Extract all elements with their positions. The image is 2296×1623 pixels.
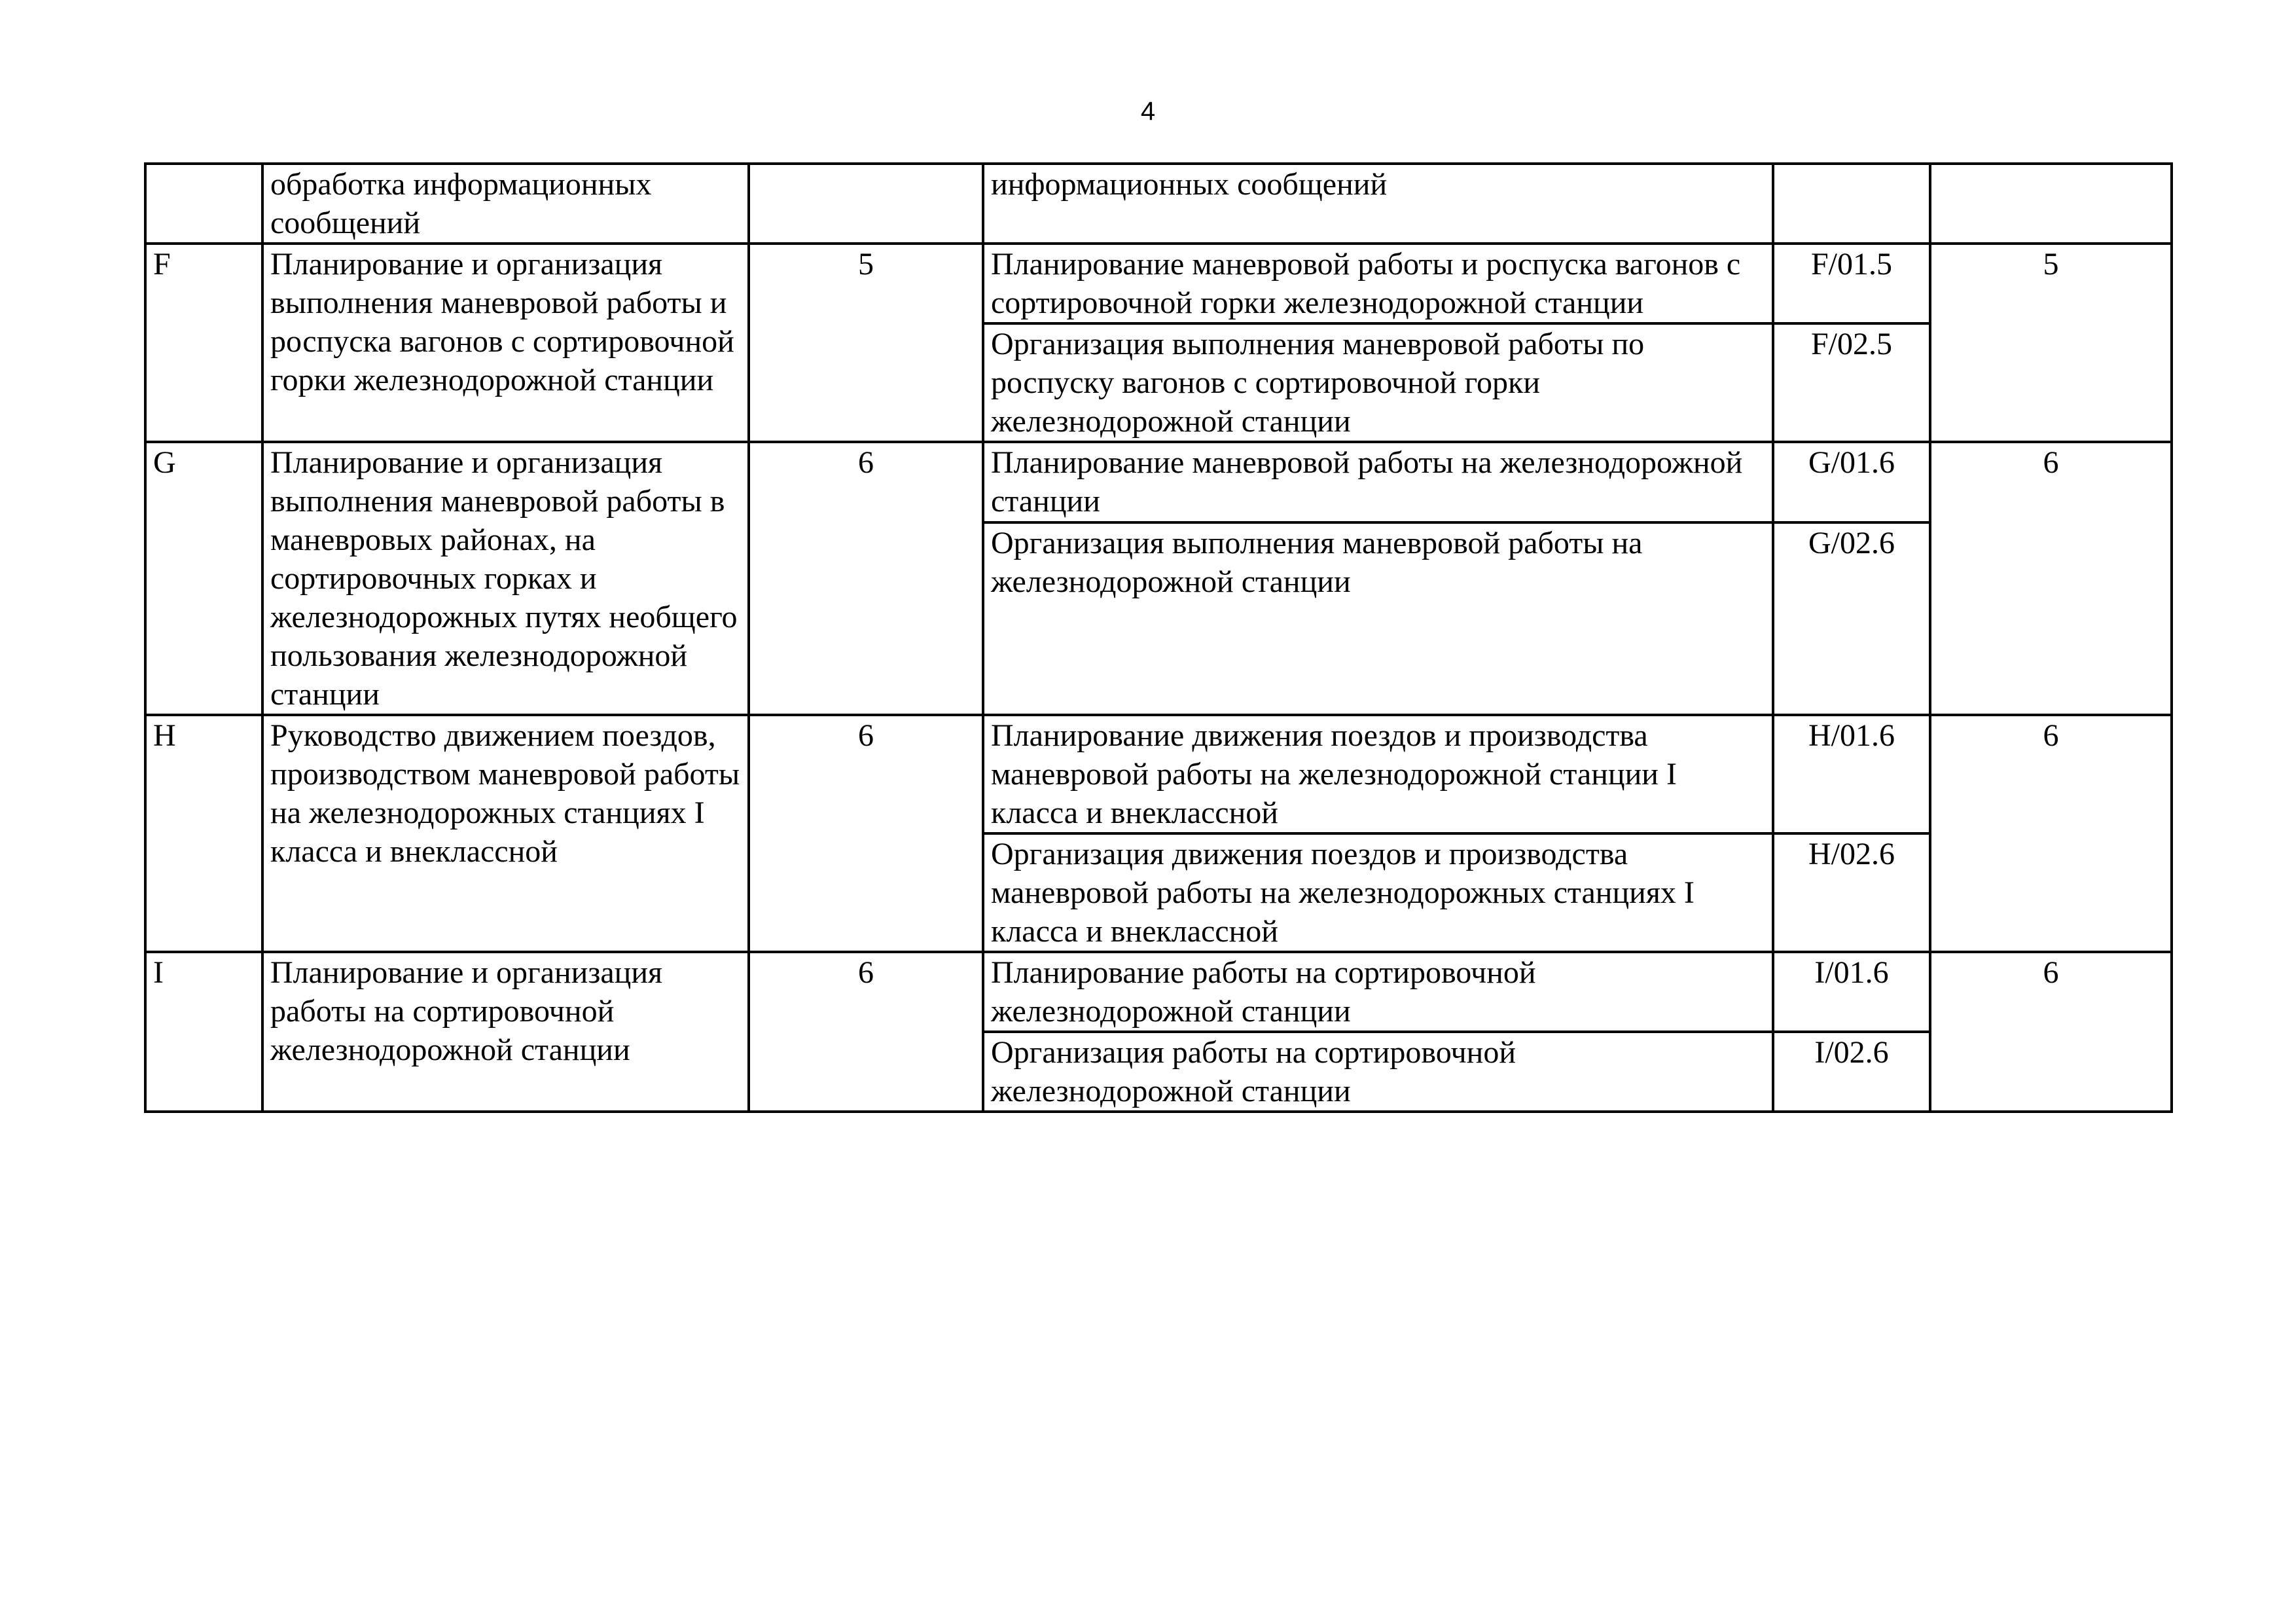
func-level-cell: 6 — [1930, 442, 2172, 715]
func-name-cell: Планирование маневровой работы на железнодорожной станции — [983, 442, 1773, 522]
func-code-cell: F/02.5 — [1773, 323, 1930, 442]
table-row — [145, 442, 2172, 522]
gen-level-cell: 6 — [749, 715, 983, 952]
func-code-cell: I/01.6 — [1773, 952, 1930, 1032]
func-code-cell: H/01.6 — [1773, 715, 1930, 833]
gen-level-cell: 5 — [749, 244, 983, 442]
func-name-cell: Организация выполнения маневровой работы на железнодорожной станции — [983, 522, 1773, 715]
table-row — [145, 244, 2172, 323]
table-row — [145, 715, 2172, 833]
gen-name-cell: обработка информационных сообщений — [262, 164, 749, 244]
table-row — [145, 952, 2172, 1032]
func-name-cell: Организация выполнения маневровой работы по роспуску вагонов с сортировочной горки железнодорожной станции — [983, 323, 1773, 442]
table-row-continuation — [145, 164, 2172, 244]
func-level-cell — [1930, 164, 2172, 244]
func-name-cell: Организация движения поездов и производства маневровой работы на железнодорожных станциях I класса и внеклассной — [983, 833, 1773, 952]
func-code-cell — [1773, 164, 1930, 244]
gen-code-cell — [145, 164, 262, 244]
func-name-cell: Планирование маневровой работы и роспуска вагонов с сортировочной горки железнодорожной станции — [983, 244, 1773, 323]
gen-level-cell: 6 — [749, 442, 983, 715]
gen-name-cell: Планирование и организация работы на сортировочной железнодорожной станции — [262, 952, 749, 1112]
gen-code-cell: G — [145, 442, 262, 715]
func-name-cell: Планирование движения поездов и производства маневровой работы на железнодорожной станции I класса и внеклассной — [983, 715, 1773, 833]
gen-code-cell: F — [145, 244, 262, 442]
func-code-cell: F/01.5 — [1773, 244, 1930, 323]
func-level-cell: 6 — [1930, 952, 2172, 1112]
func-code-cell: G/02.6 — [1773, 522, 1930, 715]
page-number: 4 — [1140, 97, 1156, 126]
gen-name-cell: Планирование и организация выполнения маневровой работы и роспуска вагонов с сортировочной горки железнодорожной станции — [262, 244, 749, 442]
func-level-cell: 6 — [1930, 715, 2172, 952]
gen-level-cell — [749, 164, 983, 244]
gen-name-cell: Планирование и организация выполнения маневровой работы в маневровых районах, на сортировочных горках и железнодорожных путях необщего пользования железнодорожной станции — [262, 442, 749, 715]
func-level-cell: 5 — [1930, 244, 2172, 442]
func-code-cell: I/02.6 — [1773, 1032, 1930, 1112]
labor-functions-table — [144, 162, 2173, 1113]
func-name-cell: информационных сообщений — [983, 164, 1773, 244]
gen-level-cell: 6 — [749, 952, 983, 1112]
func-code-cell: G/01.6 — [1773, 442, 1930, 522]
func-name-cell: Планирование работы на сортировочной железнодорожной станции — [983, 952, 1773, 1032]
func-name-cell: Организация работы на сортировочной железнодорожной станции — [983, 1032, 1773, 1112]
gen-code-cell: H — [145, 715, 262, 952]
gen-name-cell: Руководство движением поездов, производством маневровой работы на железнодорожных станциях I класса и внеклассной — [262, 715, 749, 952]
func-code-cell: H/02.6 — [1773, 833, 1930, 952]
gen-code-cell: I — [145, 952, 262, 1112]
